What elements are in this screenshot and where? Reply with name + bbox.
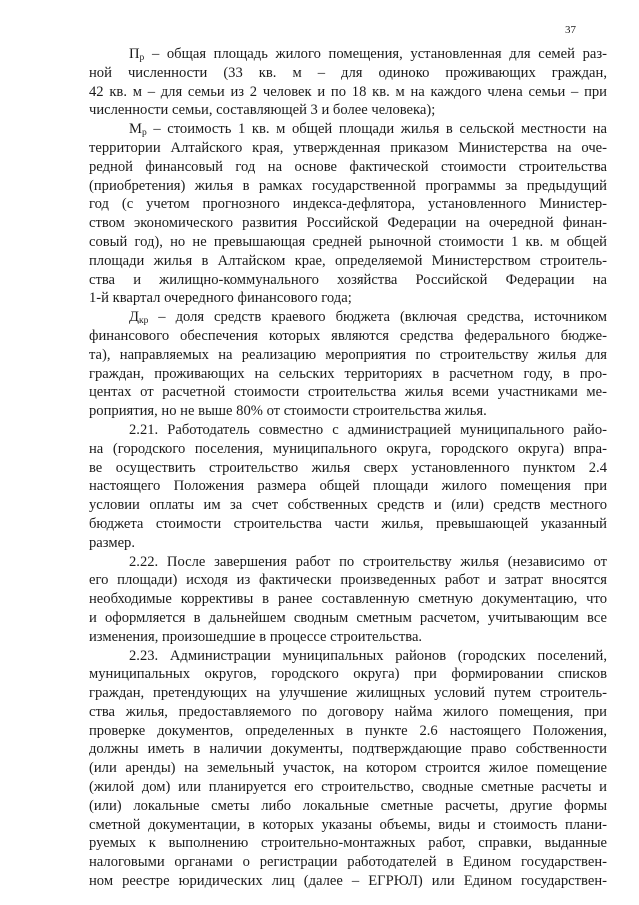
text-line: муниципальных округов, городского округа) при формировании списков — [89, 666, 607, 683]
text-line: ства жилья, предоставляемого по договору найма жилого помещения, при — [89, 703, 607, 720]
text-line: 2.21. Работодатель совместно с администрацией муниципального райо- — [129, 421, 607, 438]
text-line: 1-й квартал очередного финансового года; — [89, 290, 352, 307]
text-line: 42 кв. м – для семьи из 2 человек и по 18 кв. м на каждого члена семьи – при — [89, 83, 607, 100]
paragraph-dkr-definition — [89, 308, 607, 421]
text-line: ве осуществить строительство жилья сверх установленного пунктом 2.4 — [89, 459, 607, 476]
text-line: и оформляется в дальнейшем сводным сметным расчетом, учитывающим все — [89, 609, 607, 626]
text-line: та), направляемых на реализацию мероприятия по строительству жилья для — [89, 346, 607, 363]
text-line: проверке документов, определенных в пункте 2.6 настоящего Положения, — [89, 722, 607, 739]
text-line: ства и жилищно-коммунального хозяйства Российской Федерации на — [89, 271, 607, 288]
text-line: площади жилья в Алтайском крае, определяемой Министерством строитель- — [89, 252, 607, 269]
text-line: (жилой дом) или планируется его строительство, сводные сметные расчеты и — [89, 779, 607, 796]
symbol-mr: $М_р$ — [129, 121, 147, 139]
document-body — [89, 45, 607, 891]
paragraph-clause-2-21 — [89, 421, 607, 553]
text-line: необходимые коррективы в ранее составленную сметную документацию, что — [89, 591, 607, 608]
text-line: на (городского поселения, муниципального округа, городского округа) впра- — [89, 440, 607, 457]
paragraph-clause-2-23 — [89, 647, 607, 891]
text-line: размер. — [89, 534, 135, 551]
text-line: редной финансовый год на основе фактической стоимости строительства — [89, 158, 607, 175]
text-line: налоговыми органами о регистрации работодателей в Едином государствен- — [89, 854, 607, 871]
text-line: сметной документации, в которых указаны объемы, виды и стоимость плани- — [89, 816, 607, 833]
text-line: (приобретения) жилья в рамках государственной программы за предыдущий — [89, 177, 607, 194]
text-line: роприятия, но не выше 80% от стоимости строительства жилья. — [89, 403, 487, 420]
text-line: (или аренды) на земельный участок, на котором строится жилое помещение — [89, 760, 607, 777]
text-line: граждан, претендующих на улучшение жилищных условий путем строитель- — [89, 685, 607, 702]
text-line: граждан, проживающих на сельских территориях в расчетном году, в про- — [89, 365, 607, 382]
text-line: центах от расчетной стоимости строительства жилья всеми участниками ме- — [89, 384, 607, 401]
paragraph-mr-definition — [89, 120, 607, 308]
text-line: условии оплаты им за счет собственных средств и (или) средств местного — [89, 497, 607, 514]
text-line: $П_р$ – общая площадь жилого помещения, установленная для семей раз- — [129, 46, 607, 63]
text-line: совый год), но не превышающая средней рыночной стоимости 1 кв. м общей — [89, 233, 607, 250]
text-line: его площади) исходя из фактически произведенных работ и затрат вносятся — [89, 572, 607, 589]
page-number: 37 — [565, 24, 576, 36]
text-line: настоящего Положения размера общей площади жилого помещения при — [89, 478, 607, 495]
symbol-dkr: $Д_{кр}$ — [129, 309, 149, 327]
text-line: ной численности (33 кв. м – для одиноко проживающих граждан, — [89, 64, 607, 81]
text-line: год (с учетом прогнозного индекса-дефлятора, установленного Министер- — [89, 196, 607, 213]
text-line: руемых к выполнению строительно-монтажных работ, справки, выданные — [89, 835, 607, 852]
text-line: 2.22. После завершения работ по строительству жилья (независимо от — [129, 553, 607, 570]
text-line: территории Алтайского края, утвержденная приказом Министерства на оче- — [89, 139, 607, 156]
text-line: 2.23. Администрации муниципальных районов (городских поселений, — [129, 647, 607, 664]
text-line: ством экономического развития Российской Федерации на очередной финан- — [89, 215, 607, 232]
paragraph-pr-definition — [89, 45, 607, 120]
text-line: (или) локальные сметы либо локальные сметные расчеты, другие формы — [89, 797, 607, 814]
text-line: $М_р$ – стоимость 1 кв. м общей площади жилья в сельской местности на — [129, 121, 607, 139]
text-line: численности семьи, составляющей 3 и более человека); — [89, 102, 436, 119]
text-line: финансового обеспечения которых являются средства федерального бюдже- — [89, 327, 607, 344]
symbol-pr: $П_р$ — [129, 46, 145, 63]
text-line: должны иметь в наличии документы, подтверждающие право собственности — [89, 741, 607, 758]
text-line: изменения, произошедшие в процессе строительства. — [89, 628, 423, 645]
text-line: $Д_{кр}$ – доля средств краевого бюджета (включая средства, источником — [129, 309, 607, 327]
paragraph-clause-2-22 — [89, 553, 607, 647]
text-line: ном реестре юридических лиц (далее – ЕГРЮЛ) или Едином государствен- — [89, 873, 607, 890]
text-line: бюджета стоимости строительства части жилья, превышающей указанный — [89, 515, 607, 532]
